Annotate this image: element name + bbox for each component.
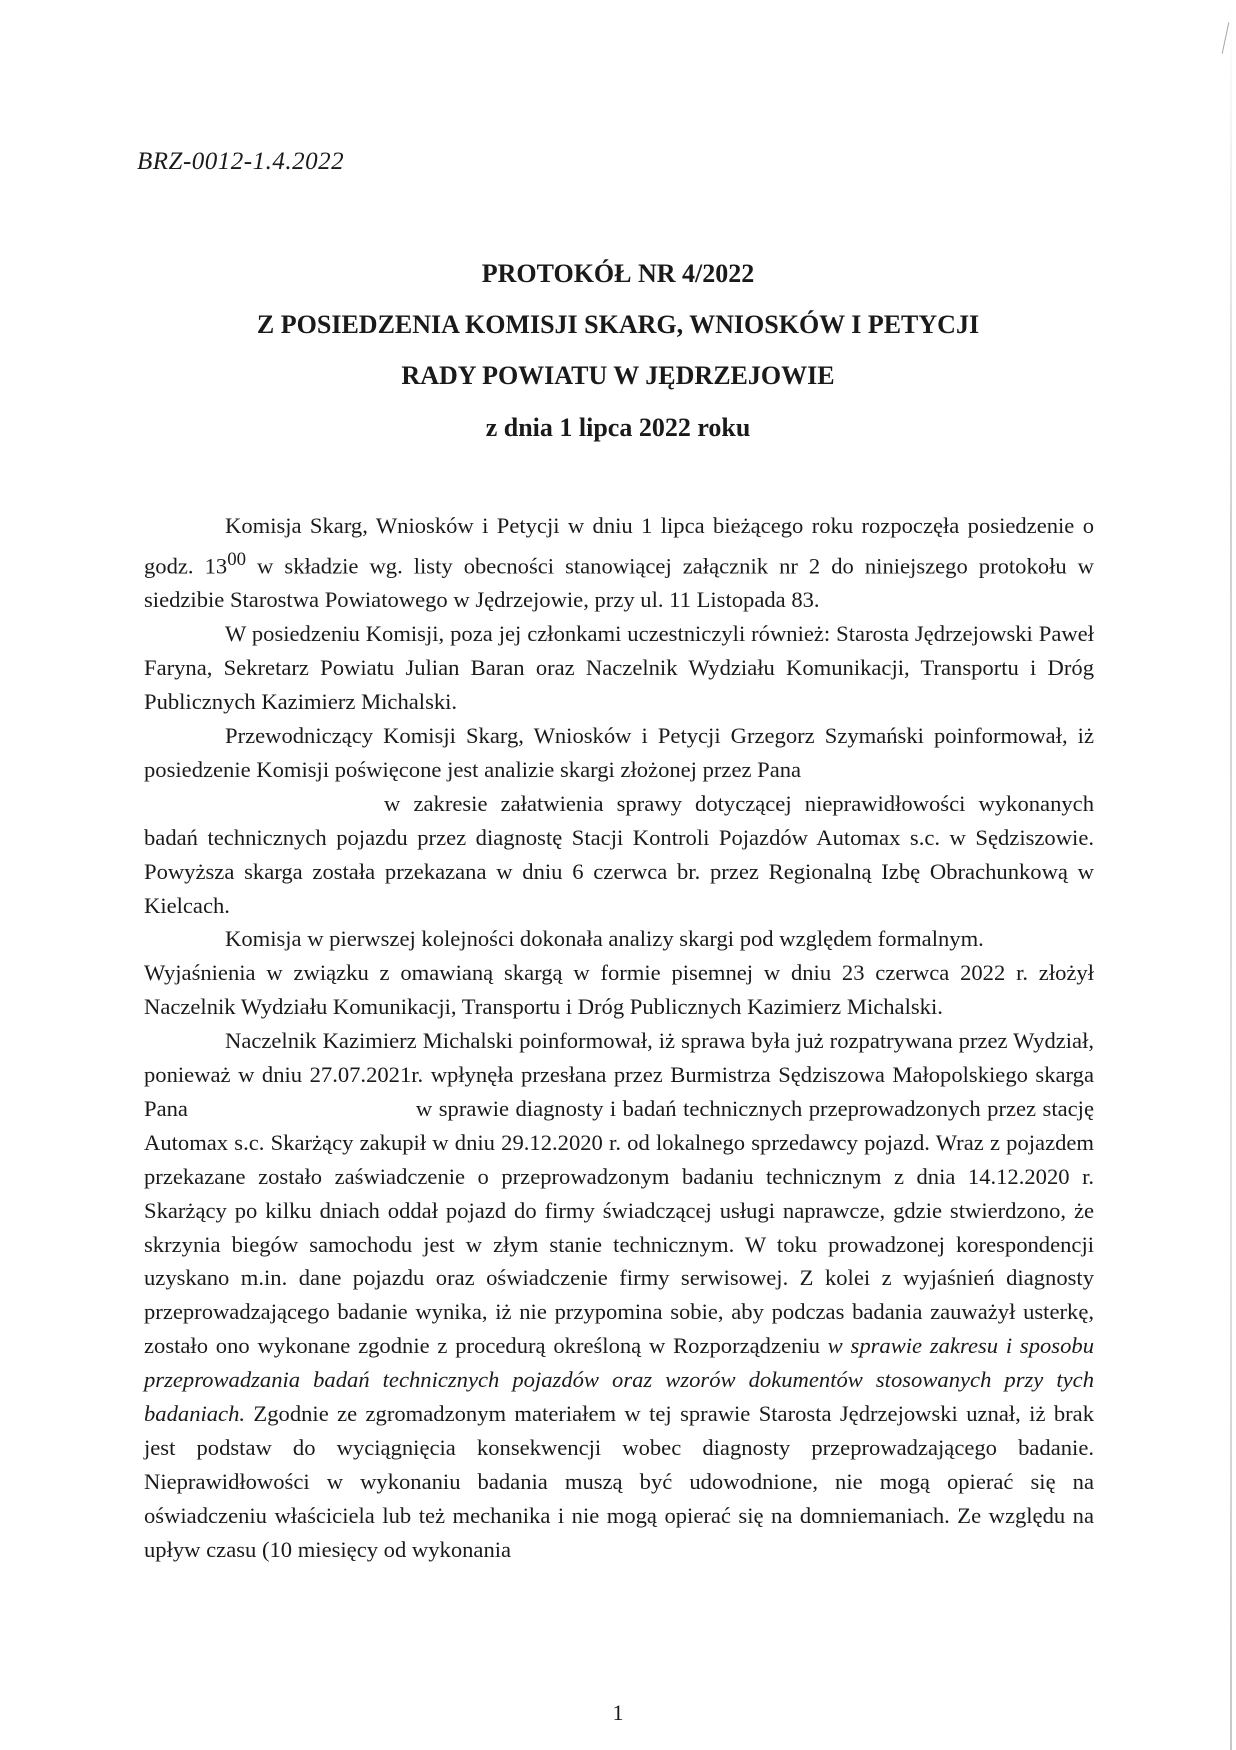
paragraph-formal-analysis: Komisja w pierwszej kolejności dokonała analizy skargi pod względem formalnym. <box>225 926 984 952</box>
document-reference: BRZ-0012-1.4.2022 <box>137 148 345 175</box>
scan-mark <box>1222 22 1230 54</box>
paragraph-opening: Komisja Skarg, Wniosków i Petycji w dniu 1 lipca bieżącego roku rozpoczęła posiedzenie o godz. $13^{00}$ w składzie wg. listy obecności stanowiącej załącznik nr 2 do niniejszego protokołu w siedzibie Starostwa Powiatowego w Jędrzejowie, przy ul. 11 Listopada 83. <box>144 513 1094 613</box>
title-line-3: RADY POWIATU W JĘDRZEJOWIE <box>401 361 835 390</box>
title-date-line: z dnia 1 lipca 2022 roku <box>485 413 751 442</box>
paragraph-head-statement: Naczelnik Kazimierz Michalski poinformował, iż sprawa była już rozpatrywana przez Wydział, ponieważ w dniu 27.07.2021r. wpłynęła przesłana przez Burmistrza Sędziszowa Małopolskiego skarga Pana w sprawie diagnosty i badań technicznych przeprowadzonych przez stację Automax s.c. Skarżący zakupił w dniu 29.12.2020 r. od lokalnego sprzedawcy pojazd. Wraz z pojazdem przekazane zostało zaświadczenie o przeprowadzonym badaniu technicznym z dnia 14.12.2020 r. Skarżący po kilku dniach oddał pojazd do firmy świadczącej usługi naprawcze, gdzie stwierdzono, że skrzynia biegów samochodu jest w złym stanie technicznym. W toku prowadzonej korespondencji uzyskano m.in. dane pojazdu oraz oświadczenie firmy serwisowej. Z kolei z wyjaśnień diagnosty przeprowadzającego badanie wynika, iż nie przypomina sobie, aby podczas badania zauważył usterkę, zostało ono wykonane zgodnie z procedurą określoną w Rozporządzeniu w sprawie zakresu i sposobu przeprowadzania badań technicznych pojazdów oraz wzorów dokumentów stosowanych przy tych badaniach. Zgodnie ze zgromadzonym materiałem w tej sprawie Starosta Jędrzejowski uznał, iż brak jest podstaw do wyciągnięcia konsekwencji wobec diagnosty przeprowadzającego badanie. Nieprawidłowości w wykonaniu badania muszą być udowodnione, nie mogą opierać się na oświadczeniu właściciela lub też mechanika i nie mogą opierać się na domniemaniach. Ze względu na upływ czasu (10 miesięcy od wykonania <box>144 1028 1094 1562</box>
document-body <box>144 509 1094 1567</box>
title-line-2: Z POSIEDZENIA KOMISJI SKARG, WNIOSKÓW I PETYCJI <box>256 310 980 339</box>
paragraph-participants: W posiedzeniu Komisji, poza jej członkami uczestniczyli również: Starosta Jędrzejowski Paweł Faryna, Sekretarz Powiatu Julian Baran oraz Naczelnik Wydziału Komunikacji, Transportu i Dróg Publicznych Kazimierz Michalski. <box>144 621 1094 715</box>
page-number: 1 <box>612 1700 624 1725</box>
regulation-title: w sprawie zakresu i sposobu przeprowadzania badań technicznych pojazdów oraz wzorów dokumentów stosowanych przy tych badaniach. <box>144 1333 1094 1427</box>
paragraph-explanations: Wyjaśnienia w związku z omawianą skargą w formie pisemnej w dniu 23 czerwca 2022 r. złożył Naczelnik Wydziału Komunikacji, Transportu i Dróg Publicznych Kazimierz Michalski. <box>144 960 1094 1020</box>
paragraph-chairman: Przewodniczący Komisji Skarg, Wniosków i Petycji Grzegorz Szymański poinformował, iż posiedzenie Komisji poświęcone jest analizie skargi złożonej przez Pana w zakresie załatwienia sprawy dotyczącej nieprawidłowości wykonanych badań technicznych pojazdu przez diagnostę Stacji Kontroli Pojazdów Automax s.c. w Sędziszowie. Powyższa skarga została przekazana w dniu 6 czerwca br. przez Regionalną Izbę Obrachunkową w Kielcach. <box>144 722 1094 918</box>
time-superscript: 00 <box>227 548 247 570</box>
title-line-1: PROTOKÓŁ NR 4/2022 <box>481 259 755 288</box>
